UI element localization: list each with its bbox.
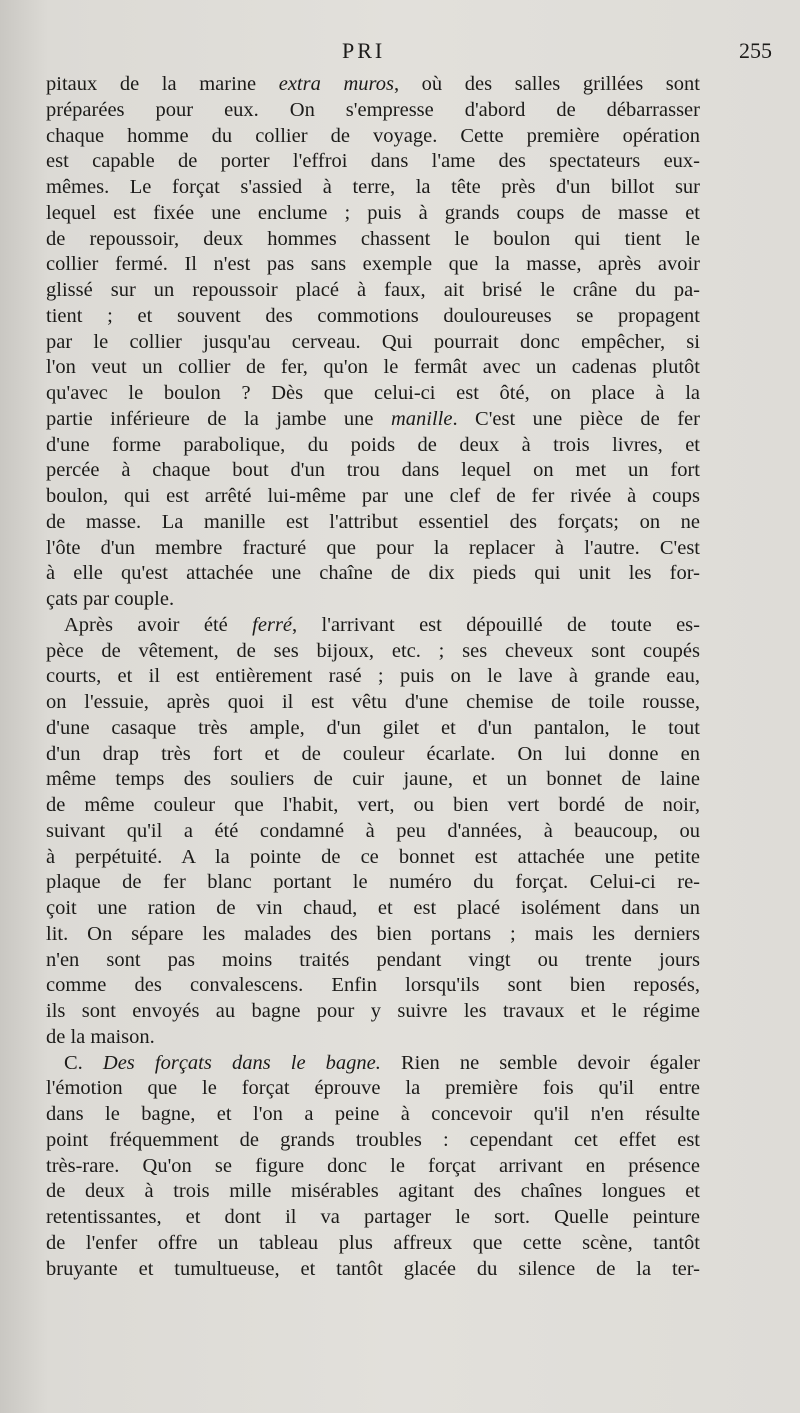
text-line	[46, 999, 700, 1025]
text-segment: de même couleur que l'habit, vert, ou bien vert bordé de noir,	[46, 794, 700, 816]
text-line	[46, 896, 700, 922]
text-line	[46, 227, 700, 253]
text-segment: , où des salles grillées sont	[393, 73, 700, 95]
page-number: 255	[739, 38, 772, 63]
text-segment: l'ôte d'un membre fracturé que pour la replacer à l'autre. C'est	[46, 536, 700, 559]
text-segment: collier fermé. Il n'est pas sans exemple que la masse, après avoir	[46, 253, 700, 276]
text-segment: dans le bagne, et l'on a peine à concevoir qu'il n'en résulte	[46, 1103, 700, 1125]
text-segment: à perpétuité. A la pointe de ce bonnet est attachée une petite	[46, 845, 700, 868]
text-line	[46, 742, 700, 768]
text-line	[46, 381, 700, 407]
italic-text: ferré	[252, 613, 293, 636]
text-line	[46, 149, 700, 175]
text-line	[46, 870, 700, 896]
text-segment: çats par couple.	[46, 588, 175, 610]
text-segment: de masse. La manille est l'attribut essentiel des forçats; on ne	[46, 510, 700, 533]
text-segment: C.	[64, 1051, 103, 1074]
running-head	[0, 38, 800, 68]
text-segment: partie inférieure de la jambe une	[46, 407, 391, 430]
text-line	[46, 1128, 700, 1154]
text-line	[46, 819, 700, 845]
text-line	[46, 587, 700, 613]
text-line	[46, 201, 700, 227]
text-segment: comme des convalescens. Enfin lorsqu'ils sont bien reposés,	[46, 974, 700, 997]
text-segment: pèce de vêtement, de ses bijoux, etc. ; ses cheveux sont coupés	[46, 639, 700, 662]
text-segment: d'un drap très fort et de couleur écarlate. On lui donne en	[46, 742, 700, 765]
text-segment: Après avoir été	[64, 613, 253, 636]
text-segment: de l'enfer offre un tableau plus affreux que cette scène, tantôt	[46, 1231, 700, 1254]
text-line	[46, 72, 700, 98]
text-segment: plaque de fer blanc portant le numéro du forçat. Celui-ci re-	[46, 871, 700, 894]
text-line	[46, 613, 700, 639]
text-line	[46, 1051, 700, 1077]
body-text	[46, 72, 700, 1282]
text-line	[46, 484, 700, 510]
text-line	[46, 767, 700, 793]
text-line	[46, 98, 700, 124]
text-segment: de repoussoir, deux hommes chassent le boulon qui tient le	[46, 227, 700, 250]
text-line	[46, 355, 700, 381]
text-line	[46, 716, 700, 742]
text-line	[46, 124, 700, 150]
text-segment: on l'essuie, après quoi il est vêtu d'une chemise de toile rousse,	[46, 691, 700, 713]
text-line	[46, 1076, 700, 1102]
text-segment: qu'avec le boulon ? Dès que celui-ci est ôté, on place à la	[46, 382, 700, 404]
text-segment: lit. On sépare les malades des bien portans ; mais les derniers	[46, 922, 700, 945]
text-segment: suivant qu'il a été condamné à peu d'années, à beaucoup, ou	[46, 819, 700, 842]
text-segment: chaque homme du collier de voyage. Cette première opération	[46, 124, 700, 147]
text-segment: n'en sont pas moins traités pendant vingt ou trente jours	[46, 948, 700, 971]
text-line	[46, 510, 700, 536]
text-segment: de la maison.	[46, 1025, 155, 1048]
text-segment: d'une casaque très ample, d'un gilet et d'un pantalon, le tout	[46, 716, 700, 739]
text-segment: bruyante et tumultueuse, et tantôt glacée du silence de la ter-	[46, 1257, 700, 1280]
text-line	[46, 458, 700, 484]
text-segment: même temps des souliers de cuir jaune, et un bonnet de laine	[46, 768, 700, 791]
text-line	[46, 922, 700, 948]
text-line	[46, 1257, 700, 1283]
text-line	[46, 433, 700, 459]
italic-text: Des forçats dans le bagne.	[102, 1051, 381, 1074]
italic-text: manille	[390, 407, 453, 430]
text-segment: tient ; et souvent des commotions douloureuses se propagent	[46, 304, 700, 327]
text-line	[46, 278, 700, 304]
text-line	[46, 1154, 700, 1180]
text-segment: très-rare. Qu'on se figure donc le forçat arrivant en présence	[46, 1154, 700, 1177]
text-segment: glissé sur un repoussoir placé à faux, ait brisé le crâne du pa-	[46, 279, 700, 301]
text-segment: l'émotion que le forçat éprouve la première fois qu'il entre	[46, 1077, 700, 1100]
text-line	[46, 1025, 700, 1051]
text-segment: boulon, qui est arrêté lui-même par une clef de fer rivée à coups	[46, 485, 700, 507]
text-line	[46, 536, 700, 562]
text-line	[46, 1231, 700, 1257]
text-line	[46, 304, 700, 330]
text-line	[46, 1102, 700, 1128]
text-line	[46, 664, 700, 690]
text-segment: est capable de porter l'effroi dans l'ame des spectateurs eux-	[46, 150, 700, 173]
text-segment: Rien ne semble devoir égaler	[380, 1051, 700, 1074]
text-segment: retentissantes, et dont il va partager le sort. Quelle peinture	[46, 1206, 700, 1228]
text-line	[46, 330, 700, 356]
text-segment: çoit une ration de vin chaud, et est placé isolément dans un	[46, 897, 700, 919]
text-segment: l'on veut un collier de fer, qu'on le fermât avec un cadenas plutôt	[46, 356, 700, 379]
text-line	[46, 690, 700, 716]
text-segment: mêmes. Le forçat s'assied à terre, la tête près d'un billot sur	[46, 176, 700, 198]
text-segment: point fréquemment de grands troubles : cependant cet effet est	[46, 1128, 700, 1151]
italic-text: extra muros	[278, 73, 394, 95]
text-segment: pitaux de la marine	[46, 73, 279, 95]
text-segment: ils sont envoyés au bagne pour y suivre les travaux et le régime	[46, 1000, 700, 1022]
text-line	[46, 407, 700, 433]
text-line	[46, 845, 700, 871]
text-line	[46, 948, 700, 974]
text-line	[46, 973, 700, 999]
running-head-title: PRI	[342, 38, 386, 63]
text-segment: de deux à trois mille misérables agitant des chaînes longues et	[46, 1180, 700, 1203]
text-line	[46, 1205, 700, 1231]
text-segment: courts, et il est entièrement rasé ; puis on le lave à grande eau,	[46, 665, 700, 688]
text-segment: à elle qu'est attachée une chaîne de dix pieds qui unit les for-	[46, 562, 700, 585]
text-segment: lequel est fixée une enclume ; puis à grands coups de masse et	[46, 201, 700, 224]
text-line	[46, 561, 700, 587]
text-segment: . C'est une pièce de fer	[452, 407, 700, 430]
text-line	[46, 1179, 700, 1205]
text-segment: , l'arrivant est dépouillé de toute es-	[292, 613, 700, 636]
text-line	[46, 252, 700, 278]
text-segment: percée à chaque bout d'un trou dans lequel on met un fort	[46, 459, 700, 482]
text-line	[46, 793, 700, 819]
text-segment: préparées pour eux. On s'empresse d'abord de débarrasser	[46, 98, 700, 121]
text-segment: par le collier jusqu'au cerveau. Qui pourrait donc empêcher, si	[46, 330, 700, 353]
text-segment: d'une forme parabolique, du poids de deux à trois livres, et	[46, 433, 700, 456]
text-line	[46, 639, 700, 665]
text-line	[46, 175, 700, 201]
